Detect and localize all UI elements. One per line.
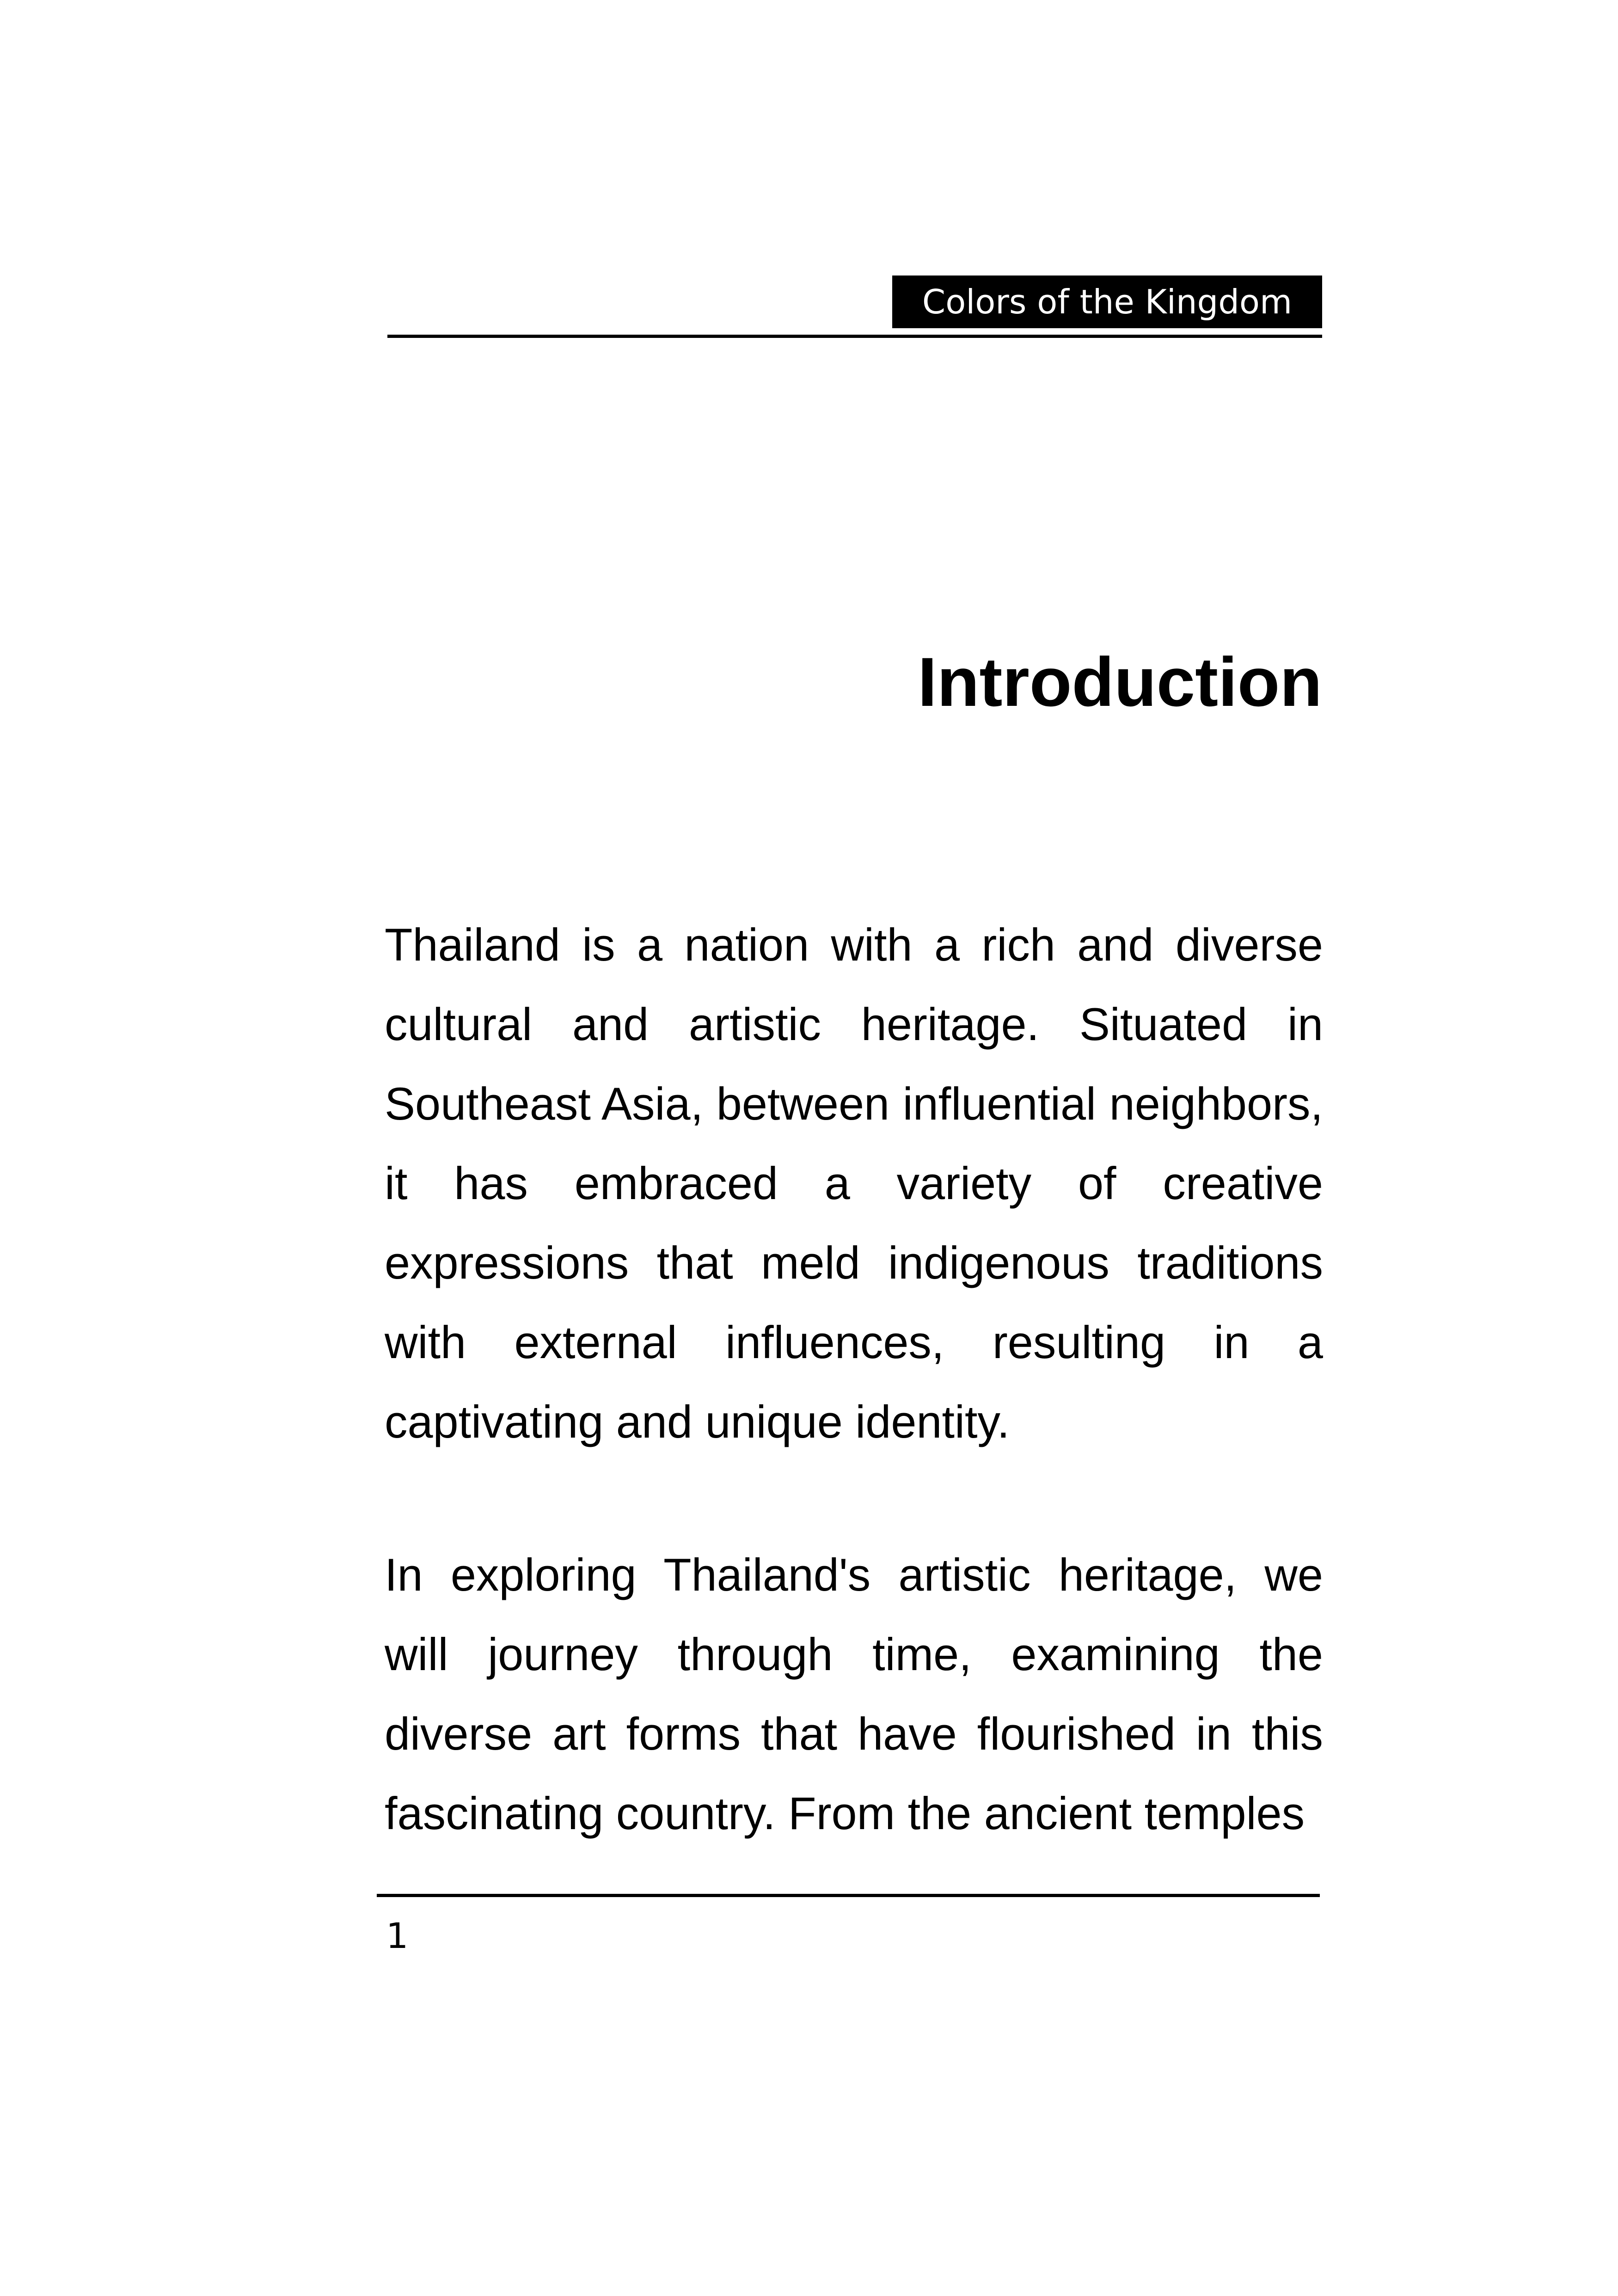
header-divider bbox=[387, 335, 1322, 338]
page-number: 1 bbox=[386, 1915, 409, 1956]
footer-divider bbox=[377, 1894, 1320, 1897]
running-header-title: Colors of the Kingdom bbox=[892, 276, 1322, 328]
paragraph: In exploring Thailand's artistic heritage, we will journey through time, examining the diverse art forms that have flourished in this fascinating country. From the ancient temples bbox=[385, 1549, 1323, 1839]
chapter-title: Introduction bbox=[918, 643, 1322, 721]
paragraph: Thailand is a nation with a rich and diverse cultural and artistic heritage. Situated in Southeast Asia, between influential neighbors, it has embraced a variety of creative expressions that meld indigenous traditions with external influences, resulting in a captivating and unique identity. bbox=[385, 919, 1323, 1447]
running-header bbox=[387, 276, 1322, 340]
body-text bbox=[385, 905, 1323, 1853]
